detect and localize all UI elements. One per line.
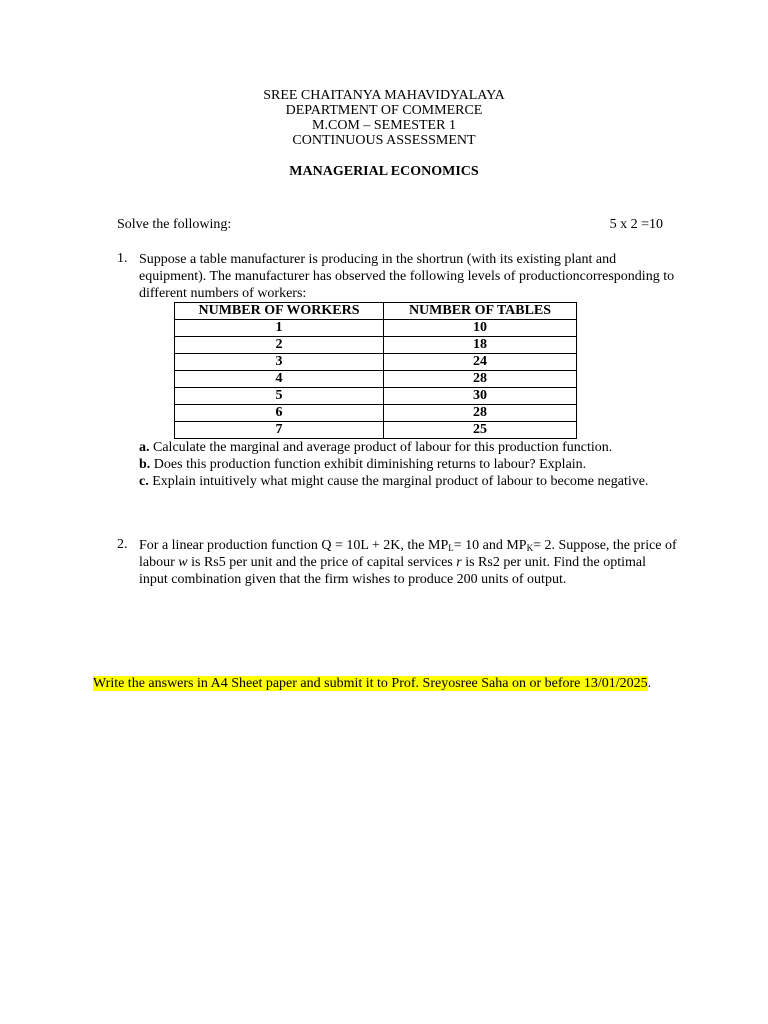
table-cell: 7 bbox=[175, 422, 384, 439]
question-text-part: = 10 and MP bbox=[453, 538, 527, 553]
subject-title: MANAGERIAL ECONOMICS bbox=[289, 164, 479, 179]
sub-question-label: c. bbox=[139, 474, 149, 489]
table-cell: 28 bbox=[384, 371, 577, 388]
table-row bbox=[175, 371, 577, 388]
subscript-l: L bbox=[448, 543, 454, 553]
question-text-part: = 2. Suppose, the price of labour bbox=[139, 538, 677, 570]
sub-question-a bbox=[139, 439, 677, 456]
rent-symbol: r bbox=[456, 555, 462, 570]
question-2 bbox=[117, 537, 677, 588]
table-cell: 6 bbox=[175, 405, 384, 422]
semester-label: M.COM – SEMESTER 1 bbox=[312, 118, 456, 133]
table-cell: 25 bbox=[384, 422, 577, 439]
marks-label: 5 x 2 =10 bbox=[609, 217, 663, 232]
sub-question-label: a. bbox=[139, 440, 150, 455]
table-row bbox=[175, 337, 577, 354]
sub-question-text: Calculate the marginal and average product of labour for this production function. bbox=[149, 440, 613, 455]
table-cell: 4 bbox=[175, 371, 384, 388]
question-text-part: is Rs5 per unit and the price of capital services bbox=[187, 555, 457, 570]
column-header: NUMBER OF WORKERS bbox=[175, 303, 384, 320]
table-row bbox=[175, 320, 577, 337]
sub-question-label: b. bbox=[139, 457, 151, 472]
highlighted-note: Write the answers in A4 Sheet paper and submit it to Prof. Sreyosree Saha on or before 13/01/2025 bbox=[93, 676, 648, 691]
table-cell: 2 bbox=[175, 337, 384, 354]
table-cell: 24 bbox=[384, 354, 577, 371]
subscript-k: K bbox=[526, 543, 534, 553]
question-text-part: is Rs2 per unit. Find the optimal input combination given that the firm wishes to produce 200 units of output. bbox=[139, 555, 647, 587]
column-header: NUMBER OF TABLES bbox=[384, 303, 577, 320]
question-text bbox=[139, 537, 677, 588]
question-number: 2. bbox=[117, 537, 128, 552]
table-cell: 3 bbox=[175, 354, 384, 371]
table-cell: 1 bbox=[175, 320, 384, 337]
table-row bbox=[175, 388, 577, 405]
document-header bbox=[0, 88, 768, 148]
table-cell: 30 bbox=[384, 388, 577, 405]
sub-question-b bbox=[139, 456, 677, 473]
college-name: SREE CHAITANYA MAHAVIDYALAYA bbox=[263, 88, 505, 103]
sub-question-c bbox=[139, 473, 677, 490]
table-cell: 10 bbox=[384, 320, 577, 337]
department-name: DEPARTMENT OF COMMERCE bbox=[285, 103, 483, 118]
instructions-line bbox=[117, 217, 663, 233]
question-text-part: For a linear production function Q = 10L + 2K, the MP bbox=[139, 538, 449, 553]
table-row bbox=[175, 422, 577, 439]
table-cell: 18 bbox=[384, 337, 577, 354]
instruction-text: Solve the following: bbox=[117, 217, 232, 232]
assessment-label: CONTINUOUS ASSESSMENT bbox=[292, 133, 476, 148]
table-cell: 5 bbox=[175, 388, 384, 405]
table-row bbox=[175, 354, 577, 371]
submission-note bbox=[93, 674, 653, 693]
question-text: Suppose a table manufacturer is producing in the shortrun (with its existing plant and equipment). The manufacturer has observed the following levels of productioncorresponding to different numbers of workers: bbox=[139, 252, 675, 301]
question-1 bbox=[117, 251, 677, 490]
question-number: 1. bbox=[117, 251, 128, 266]
table-cell: 28 bbox=[384, 405, 577, 422]
table-header-row bbox=[175, 303, 577, 320]
production-table bbox=[174, 302, 577, 439]
table-row bbox=[175, 405, 577, 422]
wage-symbol: w bbox=[178, 555, 188, 570]
sub-question-text: Explain intuitively what might cause the marginal product of labour to become negative. bbox=[148, 474, 649, 489]
note-period: . bbox=[647, 676, 652, 691]
sub-question-text: Does this production function exhibit diminishing returns to labour? Explain. bbox=[150, 457, 587, 472]
